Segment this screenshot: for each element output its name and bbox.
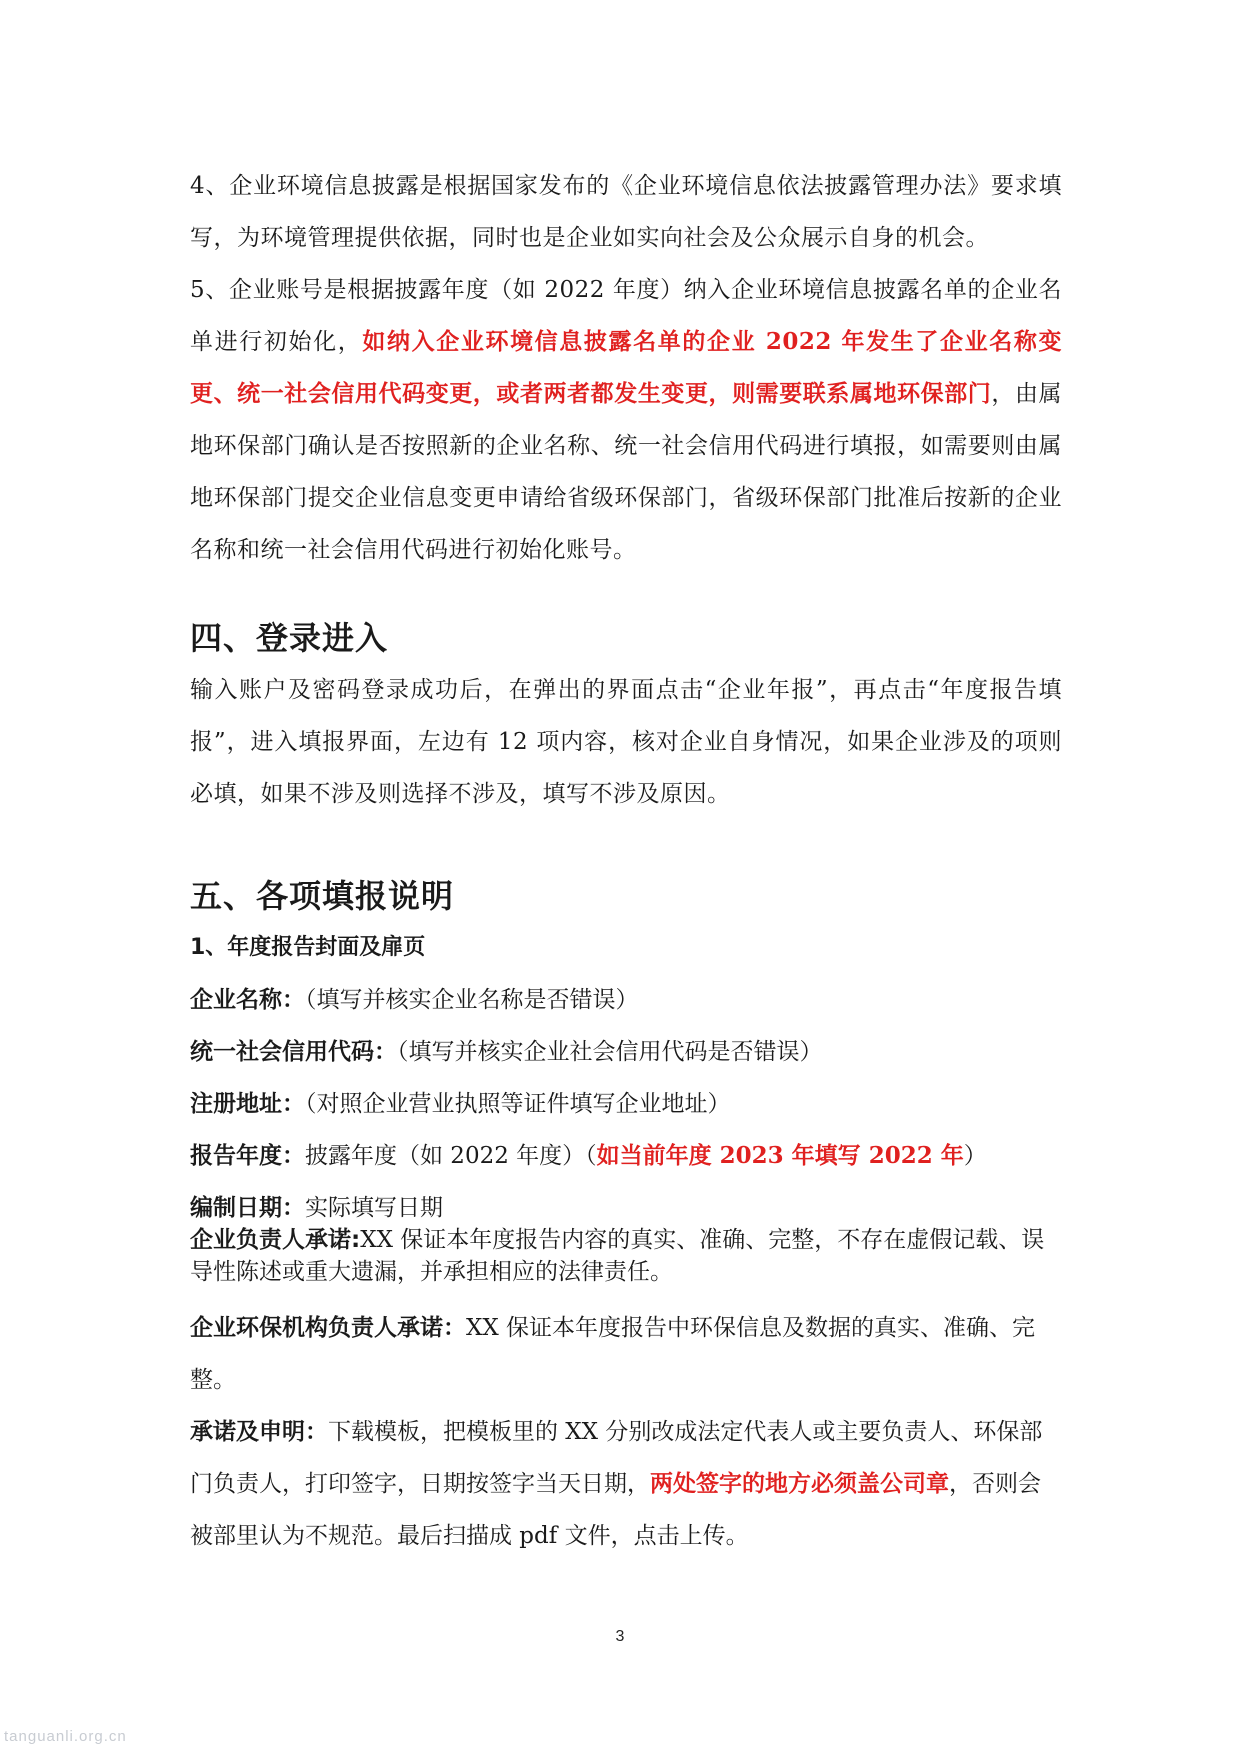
field-value: （填写并核实企业名称是否错误） [305, 987, 639, 1013]
field-env-leader-promise [190, 1302, 1062, 1406]
field-label: 编制日期： [190, 1195, 305, 1221]
item-5-highlight: 如纳入企业环境信息披露名单的企业 2022 年发生了企业名称变更、统一社会信用代码变更，或者两者都发生变更，则需要联系属地环保部门 [190, 328, 1062, 407]
field-leader-promise [190, 1224, 1062, 1288]
field-declaration [190, 1406, 1062, 1562]
field-address [190, 1078, 1062, 1130]
watermark-text: tanguanli.org.cn [4, 1728, 127, 1745]
section-4-body: 输入账户及密码登录成功后，在弹出的界面点击“企业年报”，再点击“年度报告填报”，进入填报界面，左边有 12 项内容，核对企业自身情况，如果企业涉及的项则必填，如果不涉及则选择不涉及，填写不涉及原因。 [190, 677, 1062, 807]
field-label: 承诺及申明： [190, 1419, 328, 1445]
field-label: 企业环保机构负责人承诺： [190, 1315, 466, 1341]
item-5-text-1: 5、企业账号是根据披露年度（如 2022 年度）纳入企业环境信息披露名单的企业名单进行初始化， [190, 277, 1062, 355]
field-credit-code [190, 1026, 1062, 1078]
page-content [190, 160, 1062, 1562]
item-4-paragraph: 4、企业环境信息披露是根据国家发布的《企业环境信息依法披露管理办法》要求填写，为环境管理提供依据，同时也是企业如实向社会及公众展示自身的机会。 [190, 173, 1062, 251]
field-value-close: ） [963, 1143, 987, 1169]
field-value-highlight: 如当前年度 2023 年填写 2022 年 [596, 1142, 964, 1169]
field-value: 披露年度（如 2022 年度）（ [305, 1143, 597, 1169]
field-value-highlight: 两处签字的地方必须盖公司章 [650, 1470, 949, 1497]
field-compile-date [190, 1192, 1062, 1224]
field-label: 注册地址： [190, 1091, 305, 1117]
field-value: 下载模板，把模板里的 XX 分别改成法定代表人或主要负责人、环保部门负责人，打印签字，日期按签字当天日期， [190, 1419, 1043, 1497]
item-5-text-2: ，由属地环保部门确认是否按照新的企业名称、统一社会信用代码进行填报，如需要则由属地环保部门提交企业信息变更申请给省级环保部门，省级环保部门批准后按新的企业名称和统一社会信用代码进行初始化账号。 [190, 381, 1063, 563]
page-number: 3 [615, 1628, 625, 1645]
field-value: 实际填写日期 [305, 1195, 443, 1221]
field-report-year [190, 1130, 1062, 1182]
field-value: （填写并核实企业社会信用代码是否错误） [397, 1039, 823, 1065]
field-value: XX 保证本年度报告内容的真实、准确、完整，不存在虚假记载、误导性陈述或重大遗漏，并承担相应的法律责任。 [190, 1227, 1045, 1285]
field-value-2: ，否则会被部里认为不规范。最后扫描成 pdf 文件，点击上传。 [190, 1471, 1041, 1549]
field-label: 企业名称： [190, 987, 305, 1013]
field-value: XX 保证本年度报告中环保信息及数据的真实、准确、完整。 [190, 1315, 1036, 1393]
section-5-heading: 五、各项填报说明 [190, 877, 455, 915]
field-value: （对照企业营业执照等证件填写企业地址） [305, 1091, 731, 1117]
field-label: 企业负责人承诺: [190, 1227, 361, 1253]
section-5-subheading: 1、年度报告封面及扉页 [190, 935, 426, 960]
item-5-paragraph [190, 264, 1062, 576]
field-company-name [190, 974, 1062, 1026]
field-label: 统一社会信用代码： [190, 1039, 397, 1065]
section-4-heading: 四、登录进入 [190, 619, 389, 657]
field-label: 报告年度： [190, 1143, 305, 1169]
